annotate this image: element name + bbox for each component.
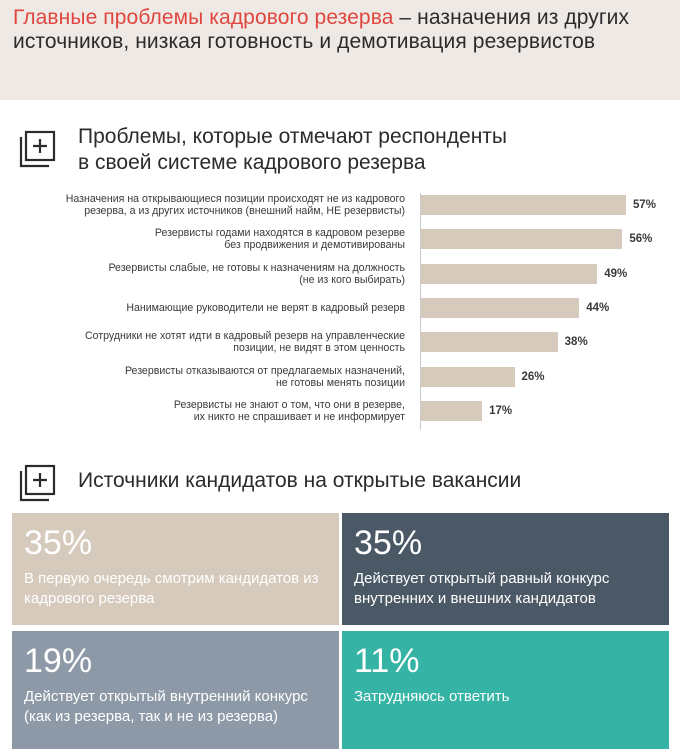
bar-label-line: Резервисты слабые, не готовы к назначениям на должность — [108, 261, 405, 274]
bar-label-line: Резервисты годами находятся в кадровом резерве — [154, 227, 405, 240]
tile-percent: 19% — [24, 642, 93, 680]
bar — [421, 332, 558, 352]
bar-label-line: их никто не спрашивает и не информирует — [193, 410, 405, 423]
bar — [421, 298, 579, 318]
bar-label-line: Назначения на открывающиеся позиции происходят не из кадрового — [65, 193, 405, 205]
bar — [421, 367, 515, 387]
header-banner — [0, 0, 680, 100]
bar-label — [15, 193, 405, 217]
bar-label-line: Резервисты отказываются от предлагаемых назначений, — [124, 364, 405, 377]
tile-reserve-first — [12, 513, 339, 625]
tile-percent: 35% — [24, 524, 93, 562]
bar-label-line: Нанимающие руководители не верят в кадровый резерв — [126, 301, 405, 314]
bar-value-label: 17% — [489, 404, 513, 417]
tile-text: В первую очередь смотрим кандидатов из кадрового резерва — [24, 570, 319, 607]
tile-text: Затрудняюсь ответить — [354, 688, 510, 705]
bar-value-label: 44% — [586, 301, 610, 314]
plus-square-stack-icon — [16, 128, 58, 170]
bar — [421, 264, 597, 284]
tile-percent: 11% — [354, 642, 420, 680]
bar-value-label: 56% — [629, 233, 653, 246]
problems-bar-chart — [0, 185, 680, 430]
tile-hard-to-answer — [342, 631, 669, 749]
bar-label — [15, 262, 405, 286]
section-problems-title — [78, 124, 507, 176]
bar-label — [15, 399, 405, 423]
page-title — [13, 6, 653, 54]
bar-value-label: 49% — [604, 267, 628, 280]
bar-value-label: 26% — [521, 370, 545, 383]
tile-text: Действует открытый равный конкурс внутренних и внешних кандидатов — [354, 570, 610, 607]
section-sources-title: Источники кандидатов на открытые вакансии — [78, 469, 522, 492]
bar-value-label: 57% — [633, 199, 657, 211]
bar-label-line: (не из кого выбирать) — [299, 273, 405, 286]
plus-square-stack-icon — [16, 462, 58, 504]
bar-label-line: Резервисты не знают о том, что они в резерве, — [173, 398, 405, 411]
bar-label-line: без продвижения и демотивированы — [224, 239, 405, 252]
tile-open-equal-competition — [342, 513, 669, 625]
tile-open-internal-competition — [12, 631, 339, 749]
bar-label-line: Сотрудники не хотят идти в кадровый резерв на управленческие — [84, 330, 405, 343]
bar — [421, 195, 626, 215]
bar-label-line: позиции, не видят в этом ценность — [233, 342, 405, 355]
bar — [421, 401, 482, 421]
bar-label — [15, 330, 405, 354]
bar-label — [15, 365, 405, 389]
tile-percent: 35% — [354, 524, 423, 562]
bar-label — [15, 227, 405, 251]
page-title-accent: Главные проблемы кадрового резерва — [13, 6, 394, 29]
bar-value-label: 38% — [564, 336, 588, 349]
bar — [421, 229, 622, 249]
bar-label-line: не готовы менять позиции — [275, 376, 405, 389]
section-problems-title-line1: Проблемы, которые отмечают респонденты — [78, 125, 508, 148]
tile-text: Действует открытый внутренний конкурс (как из резерва, так и не из резерва) — [24, 688, 308, 725]
section-problems-title-line2: в своей системе кадрового резерва — [78, 151, 426, 174]
page-title-rest: – назначения из других источников, низкая готовность и демотивация резервистов — [13, 6, 630, 53]
bar-label-line: резерва, а из других источников (внешний найм, НЕ резервисты) — [84, 205, 405, 217]
bar-label — [15, 302, 405, 314]
